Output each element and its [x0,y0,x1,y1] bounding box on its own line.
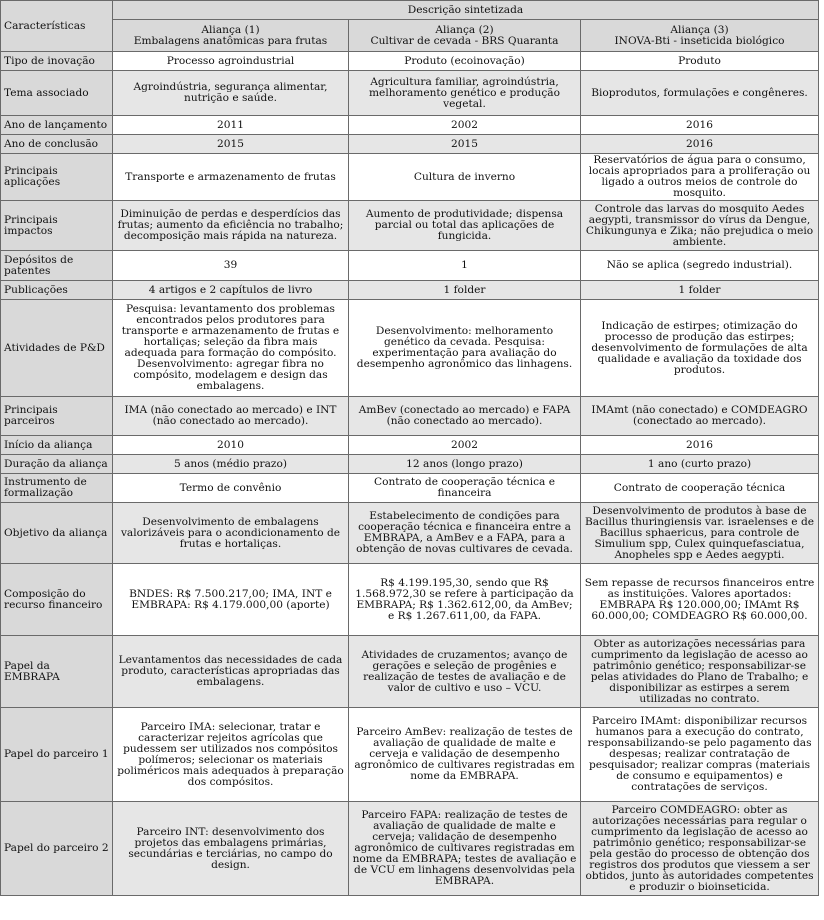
table-row [1,436,819,455]
row-label: Tipo de inovação [1,52,113,71]
cell-alliance-1: Levantamentos das necessidades de cada produto, características apropriadas das embalagens. [113,636,349,708]
cell-alliance-3: Parceiro COMDEAGRO: obter as autorizações necessárias para regular o cumprimento da legislação de acesso ao patrimônio genético; responsabilizar-se pela gestão do processo de obtenção dos registros dos produtos que viessem a ser obtidos, junto às autoridades competentes e produzir o bioinseticida. [581,802,819,896]
cell-alliance-1: 2010 [113,436,349,455]
cell-alliance-2: Parceiro FAPA: realização de testes de avaliação de qualidade de malte e cerveja; validação de desempenho agronômico de cultivares registradas em nome da EMBRAPA; testes de avaliação e de VCU em linhagens desenvolvidas pela EMBRAPA. [349,802,581,896]
cell-alliance-2: Contrato de cooperação técnica e financeira [349,474,581,503]
cell-alliance-3: Não se aplica (segredo industrial). [581,251,819,281]
cell-alliance-3: 1 ano (curto prazo) [581,455,819,474]
cell-alliance-2: Produto (ecoinovação) [349,52,581,71]
cell-alliance-3: IMAmt (não conectado) e COMDEAGRO (conectado ao mercado). [581,397,819,436]
table-row [1,71,819,116]
characteristics-header: Características [1,1,113,52]
alliance-1-header: Aliança (1) Embalagens anatômicas para frutas [113,20,349,52]
table-row [1,300,819,397]
row-label: Principais parceiros [1,397,113,436]
row-label: Objetivo da aliança [1,503,113,564]
cell-alliance-2: 2015 [349,135,581,154]
row-label: Ano de conclusão [1,135,113,154]
cell-alliance-1: Parceiro INT: desenvolvimento dos projetos das embalagens primárias, secundárias e terciárias, no campo do design. [113,802,349,896]
cell-alliance-1: 39 [113,251,349,281]
cell-alliance-1: Diminuição de perdas e desperdícios das frutas; aumento da eficiência no trabalho; decomposição mais rápida na natureza. [113,201,349,251]
row-label: Papel do parceiro 2 [1,802,113,896]
row-label: Ano de lançamento [1,116,113,135]
alliance-3-header: Aliança (3) INOVA-Bti - inseticida biológico [581,20,819,52]
cell-alliance-1: Pesquisa: levantamento dos problemas encontrados pelos produtores para transporte e armazenamento de frutas e hortaliças; seleção da fibra mais adequada para formação do compósito. Desenvolvimento: agregar fibra no compósito, modelagem e design das embalagens. [113,300,349,397]
table-row [1,116,819,135]
cell-alliance-3: 2016 [581,436,819,455]
table-row [1,52,819,71]
cell-alliance-3: Sem repasse de recursos financeiros entre as instituições. Valores aportados: EMBRAPA R$ 120.000,00; IMAmt R$ 60.000,00; COMDEAGRO R$ 60.000,00. [581,564,819,636]
cell-alliance-1: Agroindústria, segurança alimentar, nutrição e saúde. [113,71,349,116]
cell-alliance-3: Bioprodutos, formulações e congêneres. [581,71,819,116]
cell-alliance-2: Atividades de cruzamentos; avanço de gerações e seleção de progênies e realização de testes de avaliação e de valor de cultivo e uso – VCU. [349,636,581,708]
row-label: Atividades de P&D [1,300,113,397]
cell-alliance-2: Parceiro AmBev: realização de testes de avaliação de qualidade de malte e cerveja e validação de desempenho agronômico de cultivares registradas em nome da EMBRAPA. [349,708,581,802]
cell-alliance-3: Contrato de cooperação técnica [581,474,819,503]
row-label: Duração da aliança [1,455,113,474]
row-label: Papel do parceiro 1 [1,708,113,802]
table-row [1,474,819,503]
row-label: Principais impactos [1,201,113,251]
cell-alliance-3: Parceiro IMAmt: disponibilizar recursos humanos para a execução do contrato, responsabilizando-se pelo pagamento das despesas; realizar contratação de pesquisador; realizar compras (materiais de consumo e equipamentos) e contratações de serviços. [581,708,819,802]
row-label: Papel da EMBRAPA [1,636,113,708]
row-label: Publicações [1,281,113,300]
cell-alliance-3: Controle das larvas do mosquito Aedes aegypti, transmissor do vírus da Dengue, Chikungunya e Zika; não prejudica o meio ambiente. [581,201,819,251]
cell-alliance-1: Desenvolvimento de embalagens valorizáveis para o acondicionamento de frutas e hortaliças. [113,503,349,564]
cell-alliance-3: 2016 [581,135,819,154]
cell-alliance-1: Processo agroindustrial [113,52,349,71]
cell-alliance-1: Transporte e armazenamento de frutas [113,154,349,201]
cell-alliance-1: Termo de convênio [113,474,349,503]
table-row [1,564,819,636]
table-row [1,135,819,154]
table-row [1,802,819,896]
table-row [1,281,819,300]
cell-alliance-1: 2011 [113,116,349,135]
cell-alliance-2: 1 folder [349,281,581,300]
cell-alliance-3: 1 folder [581,281,819,300]
cell-alliance-2: 1 [349,251,581,281]
table-row [1,636,819,708]
cell-alliance-2: AmBev (conectado ao mercado) e FAPA (não conectado ao mercado). [349,397,581,436]
row-label: Depósitos de patentes [1,251,113,281]
row-label: Início da aliança [1,436,113,455]
row-label: Composição do recurso financeiro [1,564,113,636]
table-row [1,251,819,281]
cell-alliance-3: Reservatórios de água para o consumo, locais apropriados para a proliferação ou ligado a outros meios de controle do mosquito. [581,154,819,201]
cell-alliance-1: Parceiro IMA: selecionar, tratar e caracterizar rejeitos agrícolas que pudessem ser utilizados nos compósitos polímeros; selecionar os materiais poliméricos mais adequados à preparação dos compósitos. [113,708,349,802]
cell-alliance-1: IMA (não conectado ao mercado) e INT (não conectado ao mercado). [113,397,349,436]
row-label: Instrumento de formalização [1,474,113,503]
table-row [1,455,819,474]
cell-alliance-3: 2016 [581,116,819,135]
alliance-2-header: Aliança (2) Cultivar de cevada - BRS Quaranta [349,20,581,52]
cell-alliance-3: Desenvolvimento de produtos à base de Bacillus thuringiensis var. israelenses e de Bacillus sphaericus, para controle de Simulium spp, Culex quinquefasciatua, Anopheles spp e Aedes aegypti. [581,503,819,564]
cell-alliance-1: 5 anos (médio prazo) [113,455,349,474]
cell-alliance-2: 12 anos (longo prazo) [349,455,581,474]
cell-alliance-3: Obter as autorizações necessárias para cumprimento da legislação de acesso ao patrimônio genético; responsabilizar-se pelas atividades do Plano de Trabalho; e disponibilizar as estirpes a serem utilizadas no contrato. [581,636,819,708]
cell-alliance-2: 2002 [349,436,581,455]
cell-alliance-2: R$ 4.199.195,30, sendo que R$ 1.568.972,30 se refere à participação da EMBRAPA; R$ 1.362.612,00, da AmBev; e R$ 1.267.611,00, da FAPA. [349,564,581,636]
cell-alliance-1: 4 artigos e 2 capítulos de livro [113,281,349,300]
row-label: Principais aplicações [1,154,113,201]
cell-alliance-3: Indicação de estirpes; otimização do processo de produção das estirpes; desenvolvimento de formulações de alta qualidade e avaliação da toxidade dos produtos. [581,300,819,397]
table-row [1,154,819,201]
table-row [1,201,819,251]
table-row [1,708,819,802]
table-row [1,397,819,436]
cell-alliance-2: Estabelecimento de condições para cooperação técnica e financeira entre a EMBRAPA, a AmBev e a FAPA, para a obtenção de novas cultivares de cevada. [349,503,581,564]
cell-alliance-3: Produto [581,52,819,71]
cell-alliance-2: 2002 [349,116,581,135]
cell-alliance-2: Cultura de inverno [349,154,581,201]
cell-alliance-2: Aumento de produtividade; dispensa parcial ou total das aplicações de fungicida. [349,201,581,251]
cell-alliance-2: Desenvolvimento: melhoramento genético da cevada. Pesquisa: experimentação para avaliação do desempenho agronômico das linhagens. [349,300,581,397]
cell-alliance-2: Agricultura familiar, agroindústria, melhoramento genético e produção vegetal. [349,71,581,116]
table-row [1,503,819,564]
row-label: Tema associado [1,71,113,116]
cell-alliance-1: 2015 [113,135,349,154]
summary-header: Descrição sintetizada [113,1,819,20]
cell-alliance-1: BNDES: R$ 7.500.217,00; IMA, INT e EMBRAPA: R$ 4.179.000,00 (aporte) [113,564,349,636]
